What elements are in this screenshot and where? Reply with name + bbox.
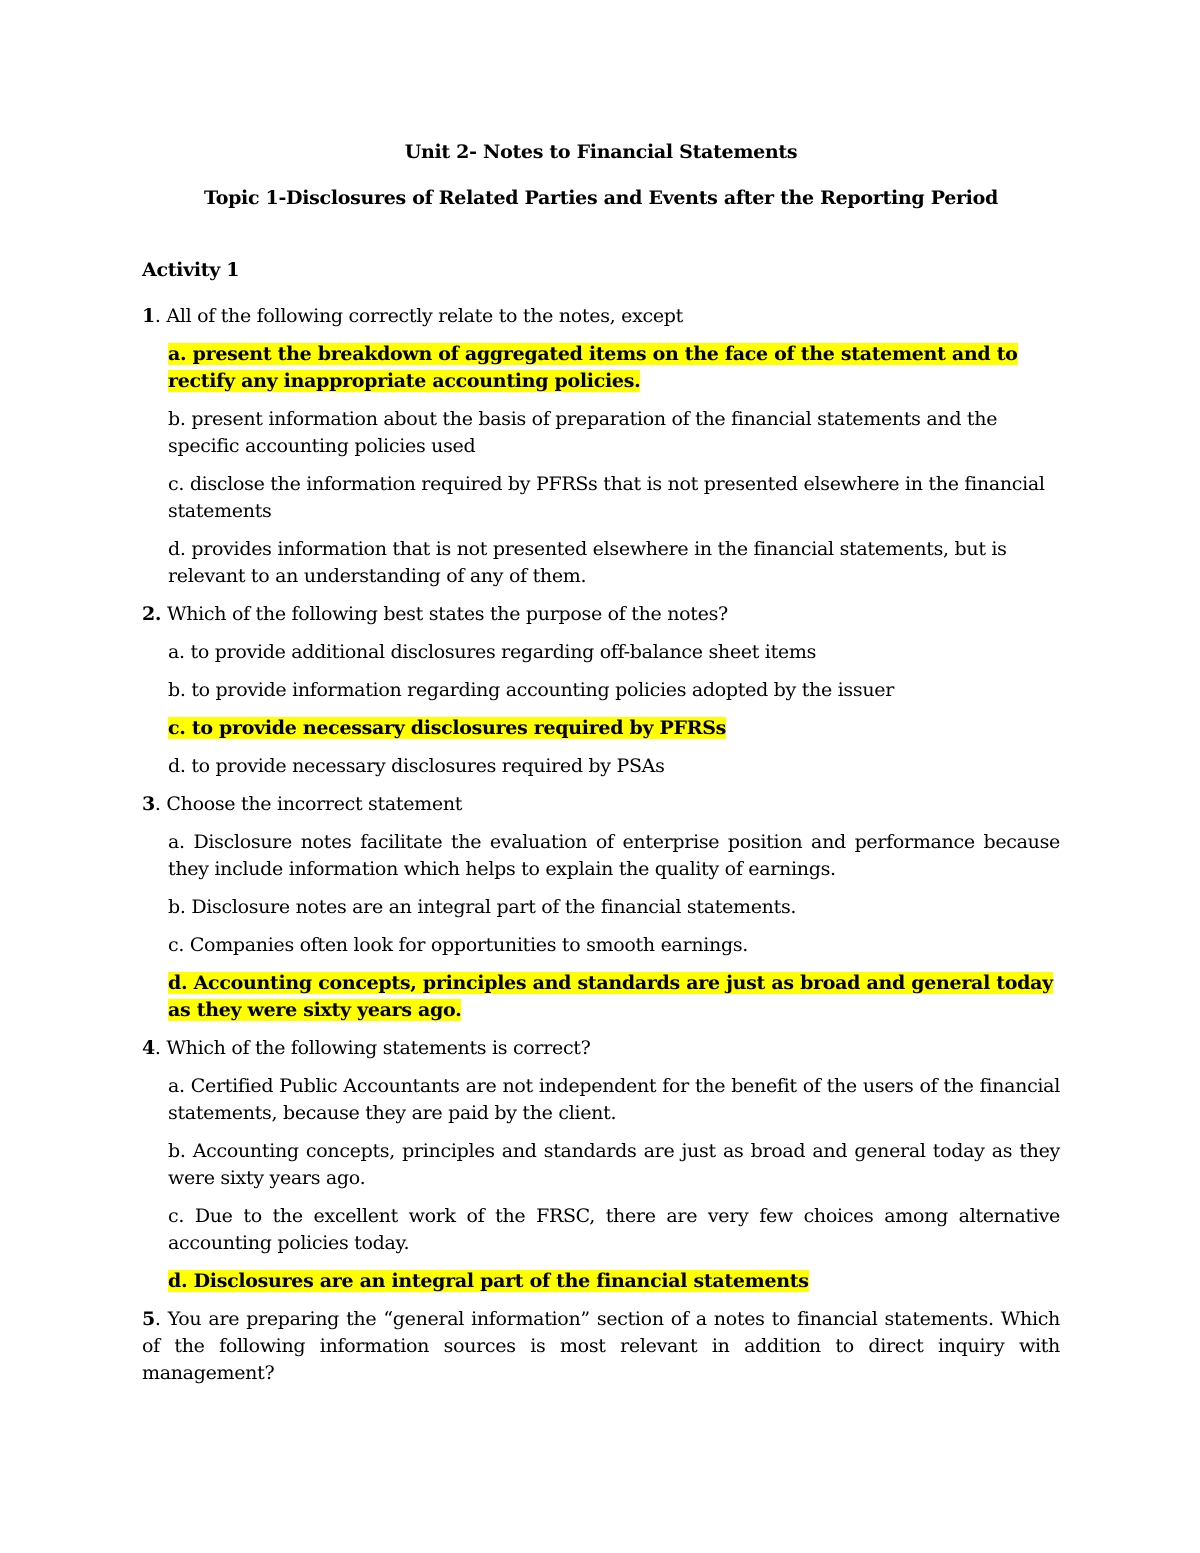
question-2 — [142, 601, 1060, 628]
question-2-option-c — [168, 715, 1060, 742]
highlighted-answer: d. Accounting concepts, principles and standards are just as broad and general today as they were sixty years ago. — [168, 972, 1053, 1021]
question-4 — [142, 1035, 1060, 1062]
question-2-option-d: d. to provide necessary disclosures required by PSAs — [168, 755, 665, 777]
question-text: . You are preparing the “general information” section of a notes to financial statements. Which of the following information sources is most relevant in addition to direct inquiry with management? — [142, 1308, 1060, 1384]
unit-title: Unit 2- Notes to Financial Statements — [404, 141, 798, 163]
question-text: Which of the following best states the purpose of the notes? — [161, 603, 728, 625]
question-1-option-c: c. disclose the information required by PFRSs that is not presented elsewhere in the financial statements — [168, 473, 1045, 522]
topic-title: Topic 1-Disclosures of Related Parties and Events after the Reporting Period — [204, 187, 998, 209]
highlighted-answer: a. present the breakdown of aggregated items on the face of the statement and to rectify any inappropriate accounting policies. — [168, 343, 1018, 392]
highlighted-answer: c. to provide necessary disclosures required by PFRSs — [168, 717, 727, 739]
question-text: . All of the following correctly relate to the notes, except — [154, 305, 683, 327]
question-number: 2. — [142, 603, 162, 625]
question-4-option-a: a. Certified Public Accountants are not independent for the benefit of the users of the financial statements, because they are paid by the client. — [168, 1075, 1060, 1124]
question-4-option-b: b. Accounting concepts, principles and standards are just as broad and general today as they were sixty years ago. — [168, 1140, 1060, 1189]
question-4-option-d — [168, 1268, 1060, 1295]
question-2-option-b: b. to provide information regarding accounting policies adopted by the issuer — [168, 679, 895, 701]
question-text: . Which of the following statements is correct? — [154, 1037, 591, 1059]
question-number: 3 — [142, 793, 155, 815]
question-text: . Choose the incorrect statement — [154, 793, 463, 815]
question-3-option-b: b. Disclosure notes are an integral part of the financial statements. — [168, 896, 797, 918]
question-1-option-a — [168, 341, 1060, 395]
question-3-option-c: c. Companies often look for opportunities to smooth earnings. — [168, 934, 749, 956]
question-1-option-d: d. provides information that is not presented elsewhere in the financial statements, but is relevant to an understanding of any of them. — [168, 538, 1007, 587]
question-1-option-b: b. present information about the basis of preparation of the financial statements and the specific accounting policies used — [168, 408, 998, 457]
question-4-option-c: c. Due to the excellent work of the FRSC, there are very few choices among alternative accounting policies today. — [168, 1205, 1060, 1254]
question-number: 4 — [142, 1037, 155, 1059]
question-3 — [142, 791, 1060, 818]
activity-heading: Activity 1 — [142, 259, 240, 281]
question-1 — [142, 303, 1060, 330]
question-3-option-d — [168, 970, 1060, 1024]
question-5 — [142, 1306, 1060, 1387]
question-2-option-a: a. to provide additional disclosures regarding off-balance sheet items — [168, 641, 817, 663]
highlighted-answer: d. Disclosures are an integral part of the financial statements — [168, 1270, 809, 1292]
question-number: 5 — [142, 1308, 155, 1330]
question-3-option-a: a. Disclosure notes facilitate the evaluation of enterprise position and performance because they include information which helps to explain the quality of earnings. — [168, 831, 1060, 880]
document-content — [142, 139, 1060, 1398]
question-number: 1 — [142, 305, 155, 327]
